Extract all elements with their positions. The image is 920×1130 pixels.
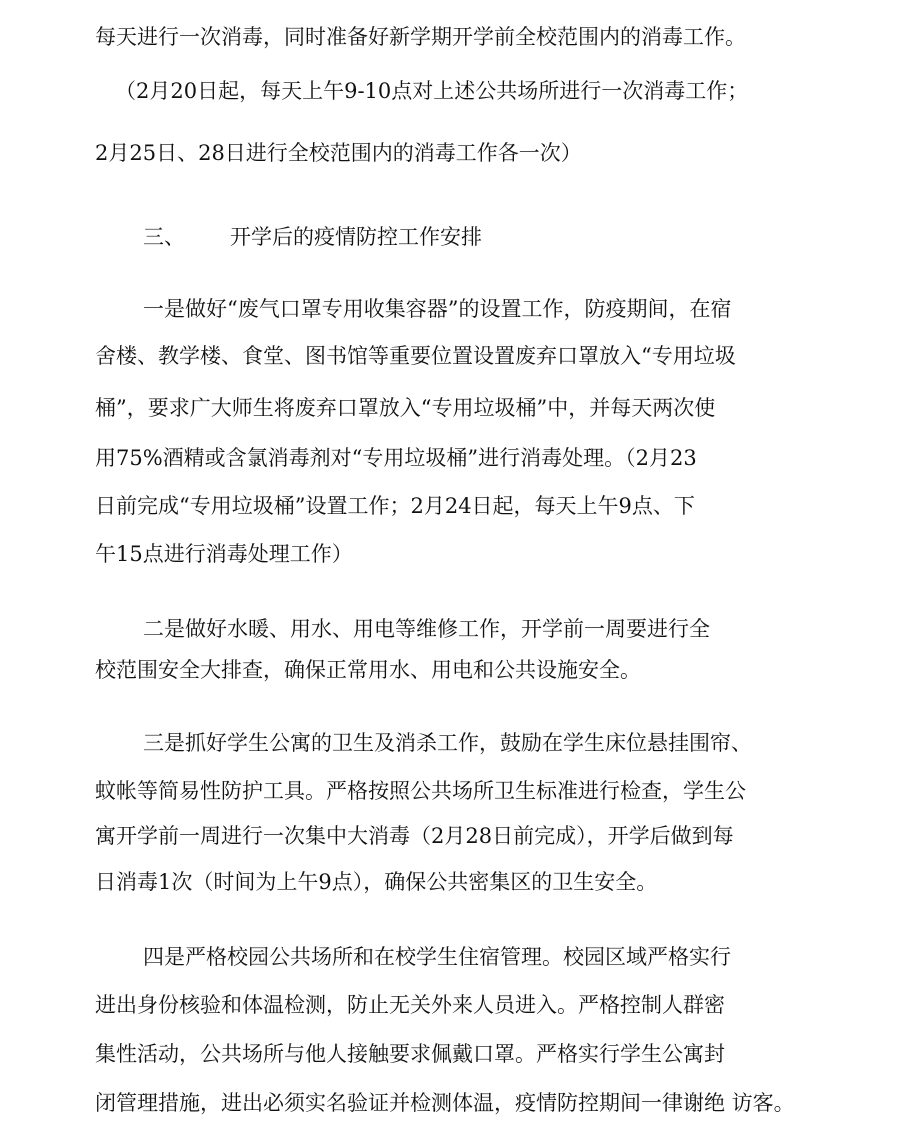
paragraph-line: 用75%酒精或含氯消毒剂对“专用垃圾桶”进行消毒处理。（2月23 — [95, 446, 697, 470]
section-heading-number: 三、 — [143, 225, 185, 249]
paragraph-line: 一是做好“废气口罩专用收集容器”的设置工作，防疫期间，在宿 — [143, 297, 732, 321]
paragraph-line: 二是做好水暖、用水、用电等维修工作，开学前一周要进行全 — [143, 617, 710, 641]
paragraph-line: 三是抓好学生公寓的卫生及消杀工作，鼓励在学生床位悬挂围帘、 — [143, 731, 752, 755]
paragraph-line: 日前完成“专用垃圾桶”设置工作；2月24日起，每天上午9点、下 — [95, 494, 695, 518]
paragraph-line: 进出身份核验和体温检测，防止无关外来人员进入。严格控制人群密 — [95, 993, 725, 1017]
paragraph-line: 日消毒1次（时间为上午9点），确保公共密集区的卫生安全。 — [95, 870, 658, 894]
paragraph-line: 集性活动，公共场所与他人接触要求佩戴口罩。严格实行学生公寓封 — [95, 1042, 725, 1066]
paragraph-line: （2月20日起，每天上午9-10点对上述公共场所进行一次消毒工作； — [115, 79, 749, 103]
paragraph-line: 舍楼、教学楼、食堂、图书馆等重要位置设置废弃口罩放入“专用垃圾 — [95, 344, 736, 368]
section-heading-title: 开学后的疫情防控工作安排 — [230, 225, 482, 249]
paragraph-line: 桶”，要求广大师生将废弃口罩放入“专用垃圾桶”中，并每天两次使 — [95, 396, 716, 420]
paragraph-line: 闭管理措施，进出必须实名验证并检测体温，疫情防控期间一律谢绝 访客。 — [95, 1091, 795, 1115]
paragraph-line: 午15点进行消毒处理工作） — [95, 542, 353, 566]
paragraph-line: 校范围安全大排查，确保正常用水、用电和公共设施安全。 — [95, 658, 641, 682]
paragraph-line: 四是严格校园公共场所和在校学生住宿管理。校园区域严格实行 — [143, 945, 731, 969]
paragraph-line: 2月25日、28日进行全校范围内的消毒工作各一次） — [95, 141, 582, 165]
paragraph-line: 每天进行一次消毒，同时准备好新学期开学前全校范围内的消毒工作。 — [95, 25, 746, 49]
paragraph-line: 蚊帐等简易性防护工具。严格按照公共场所卫生标准进行检查，学生公 — [95, 779, 746, 803]
paragraph-line: 寓开学前一周进行一次集中大消毒（2月28日前完成），开学后做到每 — [95, 824, 734, 848]
